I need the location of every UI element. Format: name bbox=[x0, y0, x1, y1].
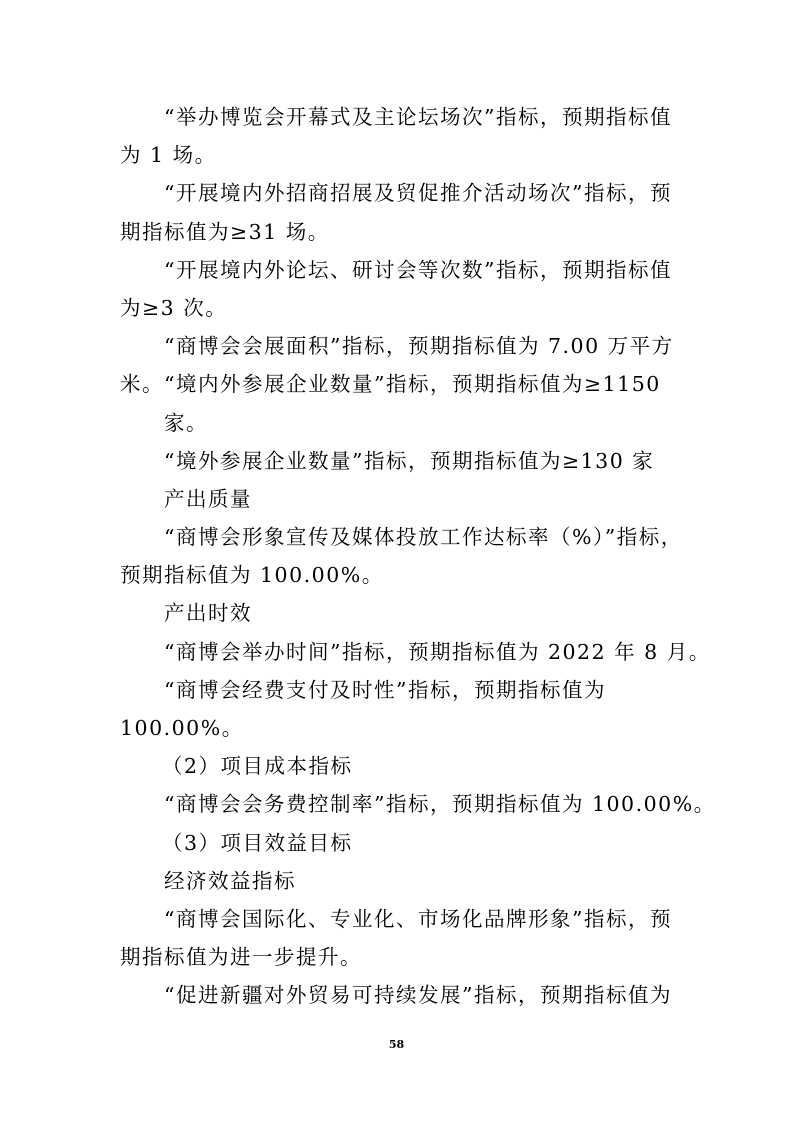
paragraph-line: 预期指标值为 100.00%。 bbox=[120, 563, 384, 588]
paragraph-line: “开展境内外招商招展及贸促推介活动场次”指标，预 bbox=[164, 181, 672, 206]
paragraph-line: “商博会举办时间”指标，预期指标值为 2022 年 8 月。 bbox=[164, 639, 711, 664]
section-heading: （3）项目效益目标 bbox=[162, 830, 353, 855]
section-heading: 产出时效 bbox=[164, 601, 252, 626]
paragraph-line: 期指标值为进一步提升。 bbox=[120, 945, 362, 970]
paragraph-line: “商博会国际化、专业化、市场化品牌形象”指标，预 bbox=[164, 906, 672, 931]
paragraph-line: “商博会会务费控制率”指标，预期指标值为 100.00%。 bbox=[164, 792, 716, 817]
page-number: 58 bbox=[388, 1038, 405, 1051]
section-heading: 经济效益指标 bbox=[164, 868, 296, 893]
body-text bbox=[120, 98, 716, 1015]
paragraph-line: 期指标值为≥31 场。 bbox=[120, 219, 330, 244]
paragraph-line: 家。 bbox=[164, 410, 208, 435]
paragraph-line: 为 1 场。 bbox=[120, 143, 217, 168]
paragraph-line: 为≥3 次。 bbox=[120, 295, 228, 320]
section-heading: （2）项目成本指标 bbox=[162, 754, 353, 779]
paragraph-line: “促进新疆对外贸易可持续发展”指标，预期指标值为 bbox=[164, 983, 672, 1008]
paragraph-line: “商博会会展面积”指标，预期指标值为 7.00 万平方 bbox=[164, 334, 674, 359]
paragraph-line: “举办博览会开幕式及主论坛场次”指标，预期指标值 bbox=[164, 105, 672, 129]
paragraph-line: 米。“境内外参展企业数量”指标，预期指标值为≥1150 bbox=[120, 372, 661, 397]
paragraph-line: “境外参展企业数量”指标，预期指标值为≥130 家 bbox=[164, 448, 655, 473]
paragraph-line: “商博会形象宣传及媒体投放工作达标率（%）”指标， bbox=[164, 525, 683, 550]
paragraph-line: 100.00%。 bbox=[120, 716, 244, 740]
section-heading: 产出质量 bbox=[164, 486, 252, 511]
paragraph-line: “商博会经费支付及时性”指标，预期指标值为 bbox=[164, 677, 606, 702]
paragraph-line: “开展境内外论坛、研讨会等次数”指标，预期指标值 bbox=[164, 257, 672, 282]
